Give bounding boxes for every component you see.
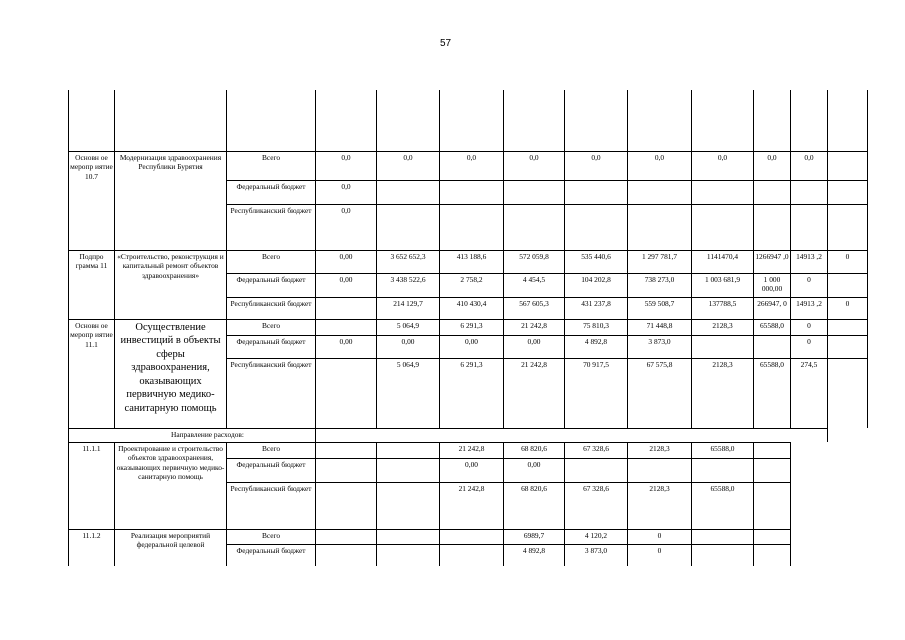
fin-source: Республиканский бюджет [227, 204, 316, 250]
value-cell [828, 151, 868, 180]
value-cell: 0,00 [316, 335, 377, 358]
fin-source: Республиканский бюджет [227, 297, 316, 319]
row-name: Реализация мероприятий федеральной целевой [115, 529, 227, 566]
value-cell [316, 358, 377, 428]
value-cell: 6989,7 [504, 529, 565, 544]
value-cell: 572 059,8 [504, 250, 565, 273]
value-cell: 567 605,3 [504, 297, 565, 319]
row-code: Основн ое меропр иятие 11.1 [69, 319, 115, 428]
value-cell: 21 242,8 [440, 442, 504, 458]
value-cell: 413 188,6 [440, 250, 504, 273]
program-financing-table [68, 90, 868, 566]
value-cell: 21 242,8 [504, 358, 565, 428]
fin-source: Федеральный бюджет [227, 335, 316, 358]
value-cell: 0,00 [440, 458, 504, 482]
value-cell: 3 873,0 [628, 335, 692, 358]
row-name: Модернизация здравоохранения Республики Бурятия [115, 151, 227, 250]
fin-source: Федеральный бюджет [227, 458, 316, 482]
value-cell: 559 508,7 [628, 297, 692, 319]
value-cell: 0,0 [754, 151, 791, 180]
fin-source: Федеральный бюджет [227, 273, 316, 297]
value-cell: 65588,0 [754, 319, 791, 335]
value-cell: 535 440,6 [565, 250, 628, 273]
value-cell: 21 242,8 [504, 319, 565, 335]
value-cell: 4 892,8 [565, 335, 628, 358]
value-cell: 0,00 [440, 335, 504, 358]
value-cell: 3 873,0 [565, 544, 628, 566]
value-cell: 2128,3 [692, 358, 754, 428]
value-cell: 14913 ,2 [791, 297, 828, 319]
value-cell: 1 000 000,00 [754, 273, 791, 297]
page-number: 57 [440, 38, 452, 49]
row-name: Осуществление инвестиций в объекты сферы здравоохранения, оказывающих первичную медико-санитарную помощь [115, 319, 227, 428]
value-cell: 0 [628, 544, 692, 566]
value-cell [692, 335, 754, 358]
value-cell: 6 291,3 [440, 358, 504, 428]
value-cell: 4 120,2 [565, 529, 628, 544]
value-cell: 0,00 [377, 335, 440, 358]
row-code: Подпро грамма 11 [69, 250, 115, 319]
value-cell: 0,0 [440, 151, 504, 180]
fin-source: Республиканский бюджет [227, 482, 316, 529]
value-cell [316, 297, 377, 319]
fin-source: Всего [227, 319, 316, 335]
value-cell: 0,0 [504, 151, 565, 180]
value-cell: 0,00 [316, 250, 377, 273]
fin-source: Федеральный бюджет [227, 180, 316, 204]
value-cell: 0 [828, 297, 868, 319]
value-cell: 104 202,8 [565, 273, 628, 297]
value-cell: 3 438 522,6 [377, 273, 440, 297]
value-cell: 5 064,9 [377, 319, 440, 335]
value-cell: 0 [791, 273, 828, 297]
value-cell: 2 758,2 [440, 273, 504, 297]
value-cell: 6 291,3 [440, 319, 504, 335]
value-cell: 3 652 652,3 [377, 250, 440, 273]
fin-source: Федеральный бюджет [227, 544, 316, 566]
value-cell: 67 328,6 [565, 482, 628, 529]
row-code: Основн ое меропр иятие 10.7 [69, 151, 115, 250]
value-cell: 0 [791, 335, 828, 358]
value-cell: 0,0 [377, 151, 440, 180]
value-cell: 137788,5 [692, 297, 754, 319]
value-cell: 0,0 [316, 180, 377, 204]
table-row [69, 442, 868, 458]
value-cell [754, 335, 791, 358]
value-cell: 2128,3 [628, 482, 692, 529]
fin-source: Всего [227, 529, 316, 544]
value-cell: 431 237,8 [565, 297, 628, 319]
fin-source: Всего [227, 151, 316, 180]
value-cell: 1266947 ,0 [754, 250, 791, 273]
expense-direction-label: Направление расходов: [69, 428, 316, 442]
value-cell: 0,0 [628, 151, 692, 180]
value-cell: 0,00 [504, 458, 565, 482]
table-row [69, 151, 868, 180]
value-cell: 65588,0 [754, 358, 791, 428]
table-row [69, 250, 868, 273]
value-cell: 266947, 0 [754, 297, 791, 319]
value-cell: 1141470,4 [692, 250, 754, 273]
value-cell: 0 [628, 529, 692, 544]
value-cell: 410 430,4 [440, 297, 504, 319]
value-cell: 70 917,5 [565, 358, 628, 428]
table-row [69, 529, 868, 544]
fin-source: Республиканский бюджет [227, 358, 316, 428]
value-cell: 14913 ,2 [791, 250, 828, 273]
value-cell: 0 [791, 319, 828, 335]
value-cell: 1 297 781,7 [628, 250, 692, 273]
value-cell: 75 810,3 [565, 319, 628, 335]
value-cell: 4 892,8 [504, 544, 565, 566]
fin-source: Всего [227, 442, 316, 458]
value-cell: 65588,0 [692, 442, 754, 458]
fin-source: Всего [227, 250, 316, 273]
row-name: «Строительство, реконструкция и капитальный ремонт объектов здравоохранения» [115, 250, 227, 319]
value-cell: 21 242,8 [440, 482, 504, 529]
value-cell: 2128,3 [628, 442, 692, 458]
table-row [69, 319, 868, 335]
value-cell: 68 820,6 [504, 482, 565, 529]
value-cell: 0,0 [316, 204, 377, 250]
value-cell: 5 064,9 [377, 358, 440, 428]
row-name: Проектирование и строительство объектов здравоохранения, оказывающих первичную медико-санитарную помощь [115, 442, 227, 529]
value-cell: 2128,3 [692, 319, 754, 335]
value-cell: 0 [828, 250, 868, 273]
value-cell: 65588,0 [692, 482, 754, 529]
value-cell: 4 454,5 [504, 273, 565, 297]
value-cell: 0,0 [692, 151, 754, 180]
row-code: 11.1.1 [69, 442, 115, 529]
table-header-row [69, 90, 868, 151]
value-cell [316, 319, 377, 335]
value-cell: 738 273,0 [628, 273, 692, 297]
value-cell: 0,0 [316, 151, 377, 180]
value-cell: 0,00 [504, 335, 565, 358]
value-cell: 0,0 [565, 151, 628, 180]
value-cell: 274,5 [791, 358, 828, 428]
value-cell: 68 820,6 [504, 442, 565, 458]
value-cell: 67 575,8 [628, 358, 692, 428]
value-cell: 71 448,8 [628, 319, 692, 335]
value-cell: 0,0 [791, 151, 828, 180]
value-cell: 67 328,6 [565, 442, 628, 458]
value-cell: 0,00 [316, 273, 377, 297]
table-row [69, 428, 868, 442]
row-code: 11.1.2 [69, 529, 115, 566]
value-cell: 1 003 681,9 [692, 273, 754, 297]
value-cell: 214 129,7 [377, 297, 440, 319]
